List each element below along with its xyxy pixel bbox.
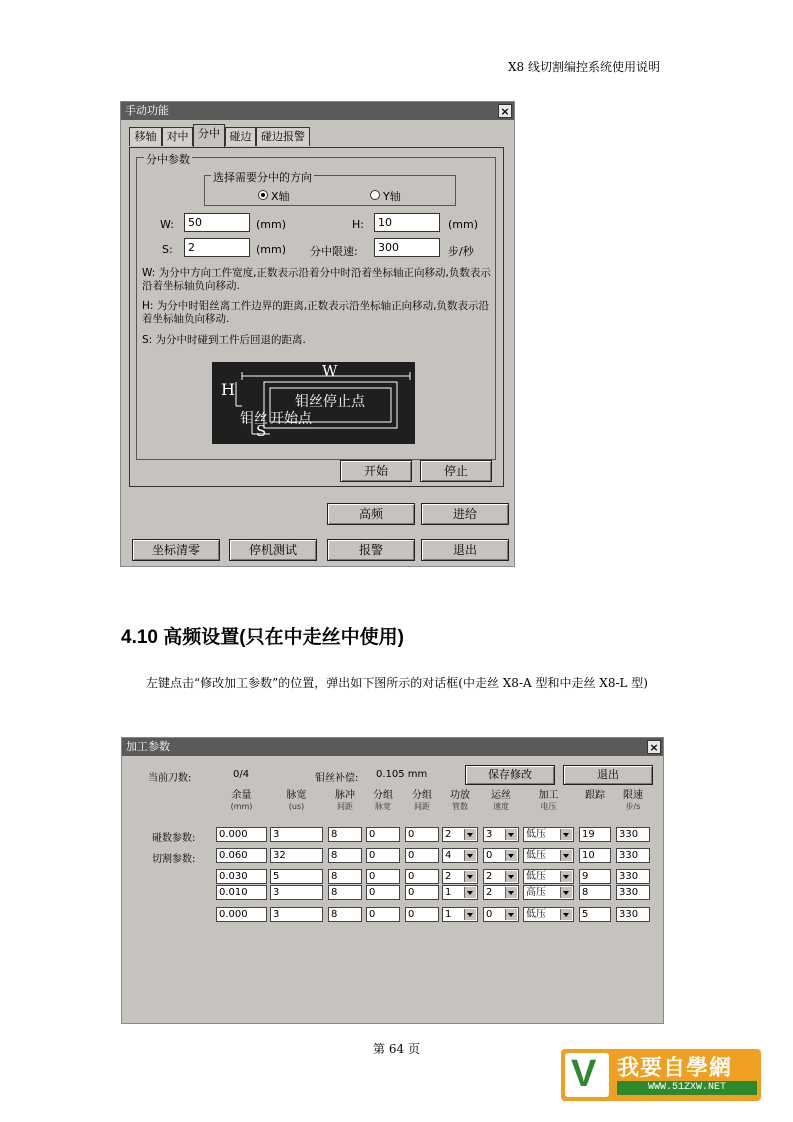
param-select[interactable]: 低压	[523, 869, 574, 884]
dialog2-title: 加工参数	[126, 740, 170, 753]
h-input[interactable]: 10	[374, 213, 440, 232]
tab-split-center[interactable]: 分中	[193, 124, 225, 147]
diagram-s: S	[256, 422, 267, 440]
param-input[interactable]: 3	[270, 885, 323, 900]
diagram-start-b: 开始点	[270, 411, 312, 427]
param-select[interactable]: 1	[442, 885, 478, 900]
tab-panel	[129, 147, 504, 487]
param-input[interactable]: 0.000	[216, 827, 267, 842]
param-input[interactable]: 32	[270, 848, 323, 863]
column-header-line1: 运丝	[491, 790, 511, 801]
radio-x[interactable]	[258, 190, 268, 200]
logo-url: WWW.51ZXW.NET	[617, 1081, 757, 1095]
param-input[interactable]: 8	[328, 907, 362, 922]
param-input[interactable]: 0	[405, 848, 439, 863]
param-select[interactable]: 2	[442, 869, 478, 884]
s-input[interactable]: 2	[184, 238, 250, 257]
param-input[interactable]: 0	[405, 885, 439, 900]
desc-h: H: 为分中时钼丝离工件边界的距离,正数表示沿坐标轴正向移动,负数表示沿着坐标轴负向移动.	[142, 300, 489, 325]
column-header	[579, 790, 611, 801]
exit-button[interactable]: 退出	[563, 765, 653, 785]
column-header-line2: (us)	[288, 802, 305, 811]
desc-w: W: 为分中方向工件宽度,正数表示沿着分中时沿着坐标轴正向移动,负数表示沿着坐标轴负向移动.	[142, 267, 491, 292]
param-input[interactable]: 0	[366, 827, 400, 842]
column-header-line2: 脉宽	[375, 802, 391, 811]
param-input[interactable]: 3	[270, 907, 323, 922]
section-heading: 4.10 高频设置(只在中走丝中使用)	[121, 627, 404, 648]
param-input[interactable]: 5	[579, 907, 611, 922]
param-input[interactable]: 0.000	[216, 907, 267, 922]
param-select[interactable]: 高压	[523, 885, 574, 900]
speed-unit: 步/秒	[448, 245, 474, 258]
column-header-line1: 限速	[623, 790, 643, 801]
column-header	[523, 790, 574, 812]
exit-button[interactable]: 退出	[421, 539, 509, 561]
param-select[interactable]: 2	[483, 869, 519, 884]
param-input[interactable]: 19	[579, 827, 611, 842]
column-header-line1: 功放	[450, 790, 470, 801]
param-input[interactable]: 330	[616, 827, 650, 842]
logo-mark-bg	[565, 1053, 609, 1097]
w-input[interactable]: 50	[184, 213, 250, 232]
dialog2-titlebar	[122, 738, 663, 756]
param-input[interactable]: 0.060	[216, 848, 267, 863]
column-header	[442, 790, 478, 812]
column-header	[483, 790, 519, 812]
column-header-line2: 间距	[414, 802, 430, 811]
split-center-diagram	[212, 362, 415, 444]
param-select[interactable]: 1	[442, 907, 478, 922]
param-select[interactable]: 0	[483, 848, 519, 863]
group-title: 分中参数	[146, 153, 190, 166]
column-header-line2: 间距	[337, 802, 353, 811]
stop-test-button[interactable]: 停机测试	[229, 539, 317, 561]
param-select[interactable]: 低压	[523, 827, 574, 842]
s-label: S:	[162, 243, 173, 256]
param-input[interactable]: 0	[366, 885, 400, 900]
param-input[interactable]: 8	[579, 885, 611, 900]
column-header	[328, 790, 362, 812]
param-input[interactable]: 9	[579, 869, 611, 884]
dialog-title: 手动功能	[125, 104, 169, 117]
h-unit: (mm)	[448, 218, 479, 231]
save-button[interactable]: 保存修改	[465, 765, 555, 785]
param-input[interactable]: 8	[328, 848, 362, 863]
wire-comp-value: 0.105 mm	[376, 769, 428, 780]
radio-y-label: Y轴	[383, 190, 401, 203]
column-header-line2: 管数	[452, 802, 468, 811]
logo-mark: V	[571, 1053, 597, 1095]
column-header-line2: (mm)	[230, 802, 253, 811]
watermark-logo	[561, 1049, 761, 1101]
param-input[interactable]: 0.030	[216, 869, 267, 884]
column-header	[366, 790, 400, 812]
column-header	[270, 790, 323, 812]
body-paragraph: 左键点击“修改加工参数”的位置，弹出如下图所示的对话框(中走丝 X8-A 型和中走丝 X8-L 型)	[146, 676, 648, 690]
direction-group-title: 选择需要分中的方向	[213, 171, 312, 184]
param-input[interactable]: 3	[270, 827, 323, 842]
close-icon[interactable]: ×	[647, 740, 661, 754]
param-select[interactable]: 2	[483, 885, 519, 900]
param-input[interactable]: 0	[405, 907, 439, 922]
wire-comp-label: 钼丝补偿:	[315, 773, 359, 784]
diagram-start-a: 钼丝	[240, 411, 268, 427]
param-input[interactable]: 8	[328, 885, 362, 900]
param-input[interactable]: 330	[616, 869, 650, 884]
param-input[interactable]: 10	[579, 848, 611, 863]
param-input[interactable]: 0	[366, 907, 400, 922]
param-input[interactable]: 330	[616, 885, 650, 900]
column-header-line2: 电压	[540, 802, 557, 811]
row-label: 切割参数:	[152, 854, 196, 865]
param-input[interactable]: 0.010	[216, 885, 267, 900]
param-input[interactable]: 0	[366, 848, 400, 863]
tab-move-axis[interactable]: 移轴	[129, 127, 162, 146]
logo-text: 我要自學網	[617, 1056, 733, 1081]
radio-x-label: X轴	[271, 190, 290, 203]
w-unit: (mm)	[256, 218, 287, 231]
param-input[interactable]: 0	[405, 869, 439, 884]
column-header-line2: 速度	[493, 802, 509, 811]
stop-button[interactable]: 停止	[420, 460, 492, 482]
param-select[interactable]: 3	[483, 827, 519, 842]
current-pass-label: 当前刀数:	[148, 773, 192, 784]
param-input[interactable]: 0	[405, 827, 439, 842]
dialog-titlebar	[121, 102, 514, 120]
page-header: X8 线切割编控系统使用说明	[508, 60, 660, 74]
radio-y[interactable]	[370, 190, 380, 200]
tab-center[interactable]: 对中	[162, 127, 193, 146]
start-button[interactable]: 开始	[340, 460, 412, 482]
param-input[interactable]: 330	[616, 907, 650, 922]
feed-button[interactable]: 进给	[421, 503, 509, 525]
high-frequency-button[interactable]: 高频	[327, 503, 415, 525]
s-unit: (mm)	[256, 243, 287, 256]
tab-edge-alarm[interactable]: 碰边报警	[256, 127, 310, 146]
diagram-stop-point: 钼丝停止点	[295, 394, 365, 410]
h-label: H:	[352, 218, 364, 231]
page-number: 第 64 页	[373, 1042, 420, 1056]
manual-function-dialog	[120, 101, 515, 567]
param-input[interactable]: 8	[328, 869, 362, 884]
column-header-line1: 跟踪	[585, 790, 605, 801]
param-select[interactable]: 4	[442, 848, 478, 863]
column-header-line1: 脉冲	[335, 790, 355, 801]
param-input[interactable]: 0	[366, 869, 400, 884]
speed-input[interactable]: 300	[374, 238, 440, 257]
param-input[interactable]: 330	[616, 848, 650, 863]
column-header-line2: 步/s	[625, 802, 641, 811]
column-header-line1: 余量	[231, 790, 252, 801]
desc-s: S: 为分中时碰到工件后回退的距离.	[142, 334, 306, 346]
w-label: W:	[160, 218, 174, 231]
alarm-button[interactable]: 报警	[327, 539, 415, 561]
column-header-line1: 加工	[538, 790, 559, 801]
param-input[interactable]: 5	[270, 869, 323, 884]
current-pass-value: 0/4	[233, 769, 250, 780]
close-icon[interactable]: ×	[498, 104, 512, 118]
param-select[interactable]: 低压	[523, 907, 574, 922]
param-select[interactable]: 低压	[523, 848, 574, 863]
diagram-w: W	[322, 362, 338, 380]
row-label: 碰数参数:	[152, 833, 196, 844]
tab-edge-touch[interactable]: 碰边	[225, 127, 256, 146]
column-header	[616, 790, 650, 812]
diagram-h: H	[221, 380, 235, 399]
param-select[interactable]: 0	[483, 907, 519, 922]
processing-params-dialog	[121, 737, 664, 1024]
param-select[interactable]: 2	[442, 827, 478, 842]
column-header-line1: 分组	[412, 790, 432, 801]
column-header	[216, 790, 267, 812]
column-header-line1: 分组	[373, 790, 393, 801]
param-input[interactable]: 8	[328, 827, 362, 842]
coord-zero-button[interactable]: 坐标清零	[132, 539, 220, 561]
column-header-line1: 脉宽	[286, 790, 307, 801]
speed-label: 分中限速:	[310, 245, 358, 258]
column-header	[405, 790, 439, 812]
